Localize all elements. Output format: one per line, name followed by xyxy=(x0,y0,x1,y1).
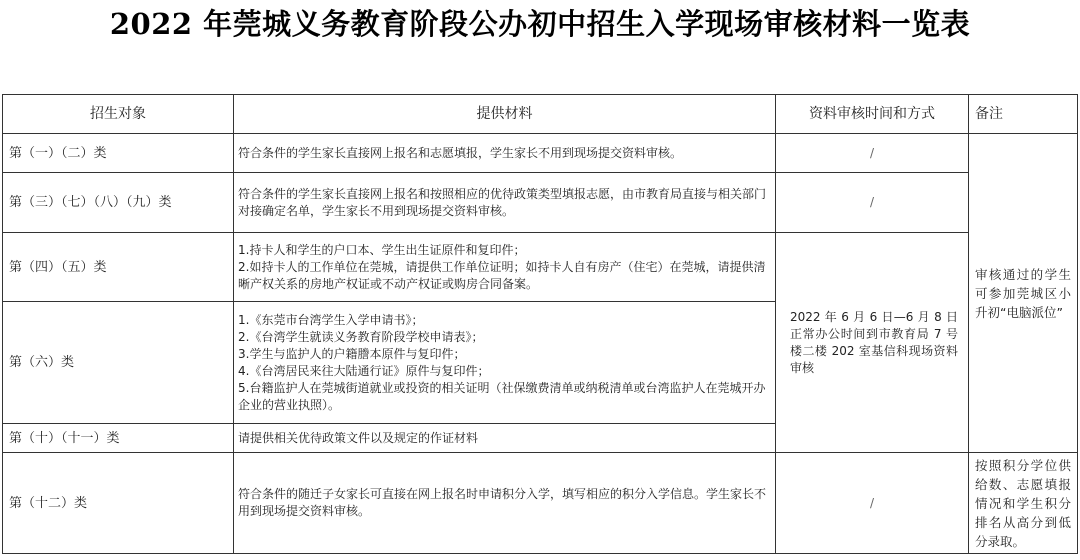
table-row xyxy=(3,134,1078,173)
material-line: 5.台籍监护人在莞城街道就业或投资的相关证明（社保缴费清单或纳税清单或台湾监护人在莞城开办企业的营业执照）。 xyxy=(238,380,766,412)
row-materials xyxy=(234,302,776,424)
material-line: 1.持卡人和学生的户口本、学生出生证原件和复印件； xyxy=(238,242,526,257)
row-review-slash: / xyxy=(776,134,969,173)
row-category: 第（十）（十一）类 xyxy=(3,424,234,453)
row-materials xyxy=(234,173,776,233)
material-line: 2.如持卡人的工作单位在莞城，请提供工作单位证明；如持卡人自有房产（住宅）在莞城，请提供清晰产权关系的房地产权证或不动产权证或购房合同备案。 xyxy=(238,259,766,291)
page-title: 2022 年莞城义务教育阶段公办初中招生入学现场审核材料一览表 xyxy=(109,7,971,41)
row-materials xyxy=(234,233,776,302)
row-category: 第（十二）类 xyxy=(3,453,234,554)
admission-materials-table xyxy=(2,94,1078,554)
row-materials xyxy=(234,424,776,453)
header-note: 备注 xyxy=(969,95,1078,134)
row-materials xyxy=(234,134,776,173)
row-category: 第（六）类 xyxy=(3,302,234,424)
material-line: 1.《东莞市台湾学生入学申请书》； xyxy=(238,312,424,327)
material-line: 4.《台湾居民来往大陆通行证》原件与复印件； xyxy=(238,363,490,378)
material-line: 2.《台湾学生就读义务教育阶段学校申请表》； xyxy=(238,329,484,344)
header-category: 招生对象 xyxy=(3,95,234,134)
merged-review-cell: 2022 年 6 月 6 日—6 月 8 日正常办公时间到市教育局 7 号楼二楼 202 室基信科现场资料审核 xyxy=(776,233,969,453)
header-materials: 提供材料 xyxy=(234,95,776,134)
table-row xyxy=(3,453,1078,554)
material-line: 3.学生与监护人的户籍謄本原件与复印件； xyxy=(238,346,466,361)
material-line: 符合条件的学生家长直接网上报名和按照相应的优待政策类型填报志愿，由市教育局直接与相关部门对接确定名单，学生家长不用到现场提交资料审核。 xyxy=(238,186,767,218)
material-line: 符合条件的随迁子女家长可直接在网上报名时申请积分入学，填写相应的积分入学信息。学生家长不用到现场提交资料审核。 xyxy=(238,487,767,518)
header-review-time: 资料审核时间和方式 xyxy=(776,95,969,134)
row-review-slash: / xyxy=(776,173,969,233)
table-header-row xyxy=(3,95,1078,134)
merged-note-cell: 审核通过的学生可参加莞城区小升初“电脑派位” xyxy=(969,134,1078,453)
material-line: 符合条件的学生家长直接网上报名和志愿填报，学生家长不用到现场提交资料审核。 xyxy=(238,145,683,160)
material-line: 请提供相关优待政策文件以及规定的作证材料 xyxy=(238,430,479,445)
row-category: 第（三）（七）（八）（九）类 xyxy=(3,173,234,233)
row-category: 第（一）（二）类 xyxy=(3,134,234,173)
row-category: 第（四）（五）类 xyxy=(3,233,234,302)
table-row xyxy=(3,233,1078,302)
table-row xyxy=(3,173,1078,233)
row-review-slash: / xyxy=(776,453,969,554)
row-note: 按照积分学位供给数、志愿填报情况和学生积分排名从高分到低分录取。 xyxy=(969,453,1078,554)
row-materials xyxy=(234,453,776,554)
